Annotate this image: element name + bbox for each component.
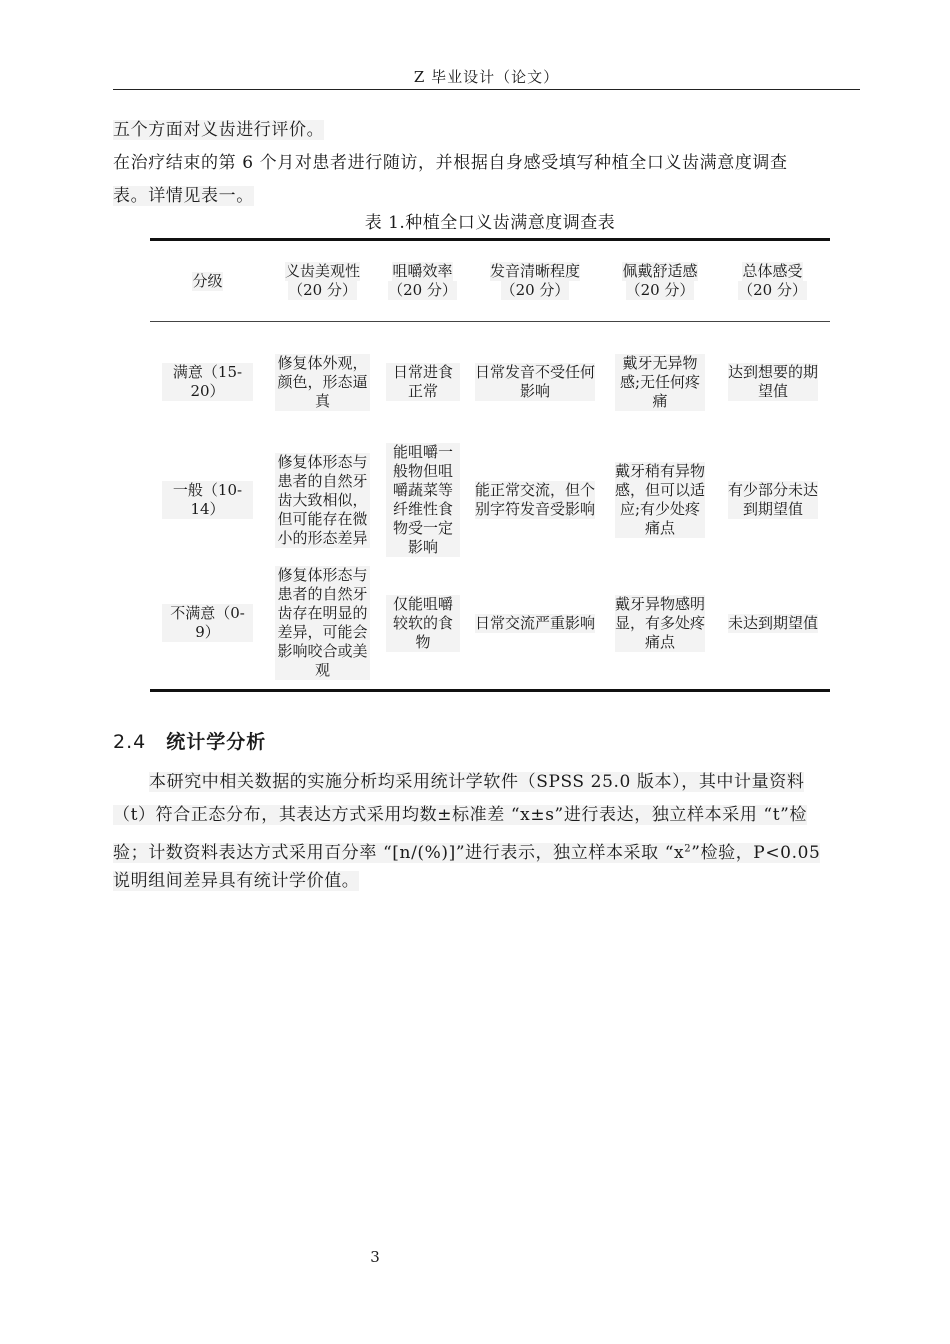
header-aesthetics: 义齿美观性 （20 分） (284, 262, 360, 299)
row-3-overall: 未达到期望值 (728, 613, 819, 632)
section-number: 2.4 (113, 731, 147, 753)
header-title: Z 毕业设计（论文） (413, 68, 560, 86)
header-comfort: 佩戴舒适感 （20 分） (622, 262, 698, 299)
row-1-overall: 达到想要的期望值 (728, 363, 819, 400)
row-2-grade: 一般（10-14） (150, 441, 265, 559)
row-1-grade: 满意（15-20） (150, 341, 265, 423)
section-para-line-4: 说明组间差异具有统计学价值。 (113, 871, 360, 891)
row-1-aesthetics: 修复体外观，颜色，形态逼真 (275, 341, 370, 423)
section-para-line-1: 本研究中相关数据的实施分析均采用统计学软件（SPSS 25.0 版本），其中计量资料 (149, 772, 805, 792)
row-1-chewing: 日常进食正常 (386, 341, 460, 423)
row-2-aesthetics: 修复体形态与患者的自然牙齿大致相似，但可能存在微小的形态差异 (275, 441, 370, 559)
row-3-comfort: 戴牙异物感明显，有多处疼痛点 (615, 594, 706, 651)
header-pronunciation: 发音清晰程度 （20 分） (489, 262, 580, 299)
page-number: 3 (370, 1248, 380, 1266)
row-3-chewing: 仅能咀嚼较软的食物 (386, 559, 460, 687)
row-1-comfort: 戴牙无异物感;无任何疼痛 (615, 341, 705, 423)
row-1-pronunciation: 日常发音不受任何影响 (475, 363, 596, 400)
intro-line-3: 表。详情见表一。 (113, 186, 254, 206)
intro-line-1: 五个方面对义齿进行评价。 (113, 120, 325, 140)
intro-line-2: 在治疗结束的第 6 个月对患者进行随访，并根据自身感受填写种植全口义齿满意度调查 (113, 153, 788, 173)
row-3-grade: 不满意（0-9） (150, 559, 265, 687)
satisfaction-table (150, 238, 830, 692)
row-3-pronunciation: 日常交流严重影响 (475, 613, 596, 632)
row-3-aesthetics: 修复体形态与患者的自然牙齿存在明显的差异，可能会影响咬合或美观 (275, 559, 370, 687)
section-para-line-2: （t）符合正态分布，其表达方式采用均数±标准差 “x±s”进行表达，独立样本采用 “t”检 (113, 805, 808, 825)
header-overall: 总体感受 （20 分） (738, 262, 807, 299)
section-title: 统计学分析 (166, 731, 267, 753)
row-2-pronunciation: 能正常交流，但个别字符发音受影响 (475, 481, 596, 518)
table-caption: 表 1.种植全口义齿满意度调查表 (364, 213, 616, 233)
row-2-chewing: 能咀嚼一般物但咀嚼蔬菜等纤维性食物受一定影响 (386, 441, 460, 559)
header-grade: 分级 (192, 271, 223, 290)
section-heading (113, 727, 266, 754)
page-header (113, 66, 860, 90)
header-chewing: 咀嚼效率 （20 分） (388, 262, 457, 299)
table-header-row (150, 241, 830, 322)
section-para-line-3: 验；计数资料表达方式采用百分率 “[n/(%)]”进行表示，独立样本采取 “$x^2$”检验，P<0.05 (113, 842, 821, 863)
row-2-comfort: 戴牙稍有异物感，但可以适应;有少处疼痛点 (615, 462, 706, 537)
row-2-overall: 有少部分未达到期望值 (728, 481, 819, 518)
